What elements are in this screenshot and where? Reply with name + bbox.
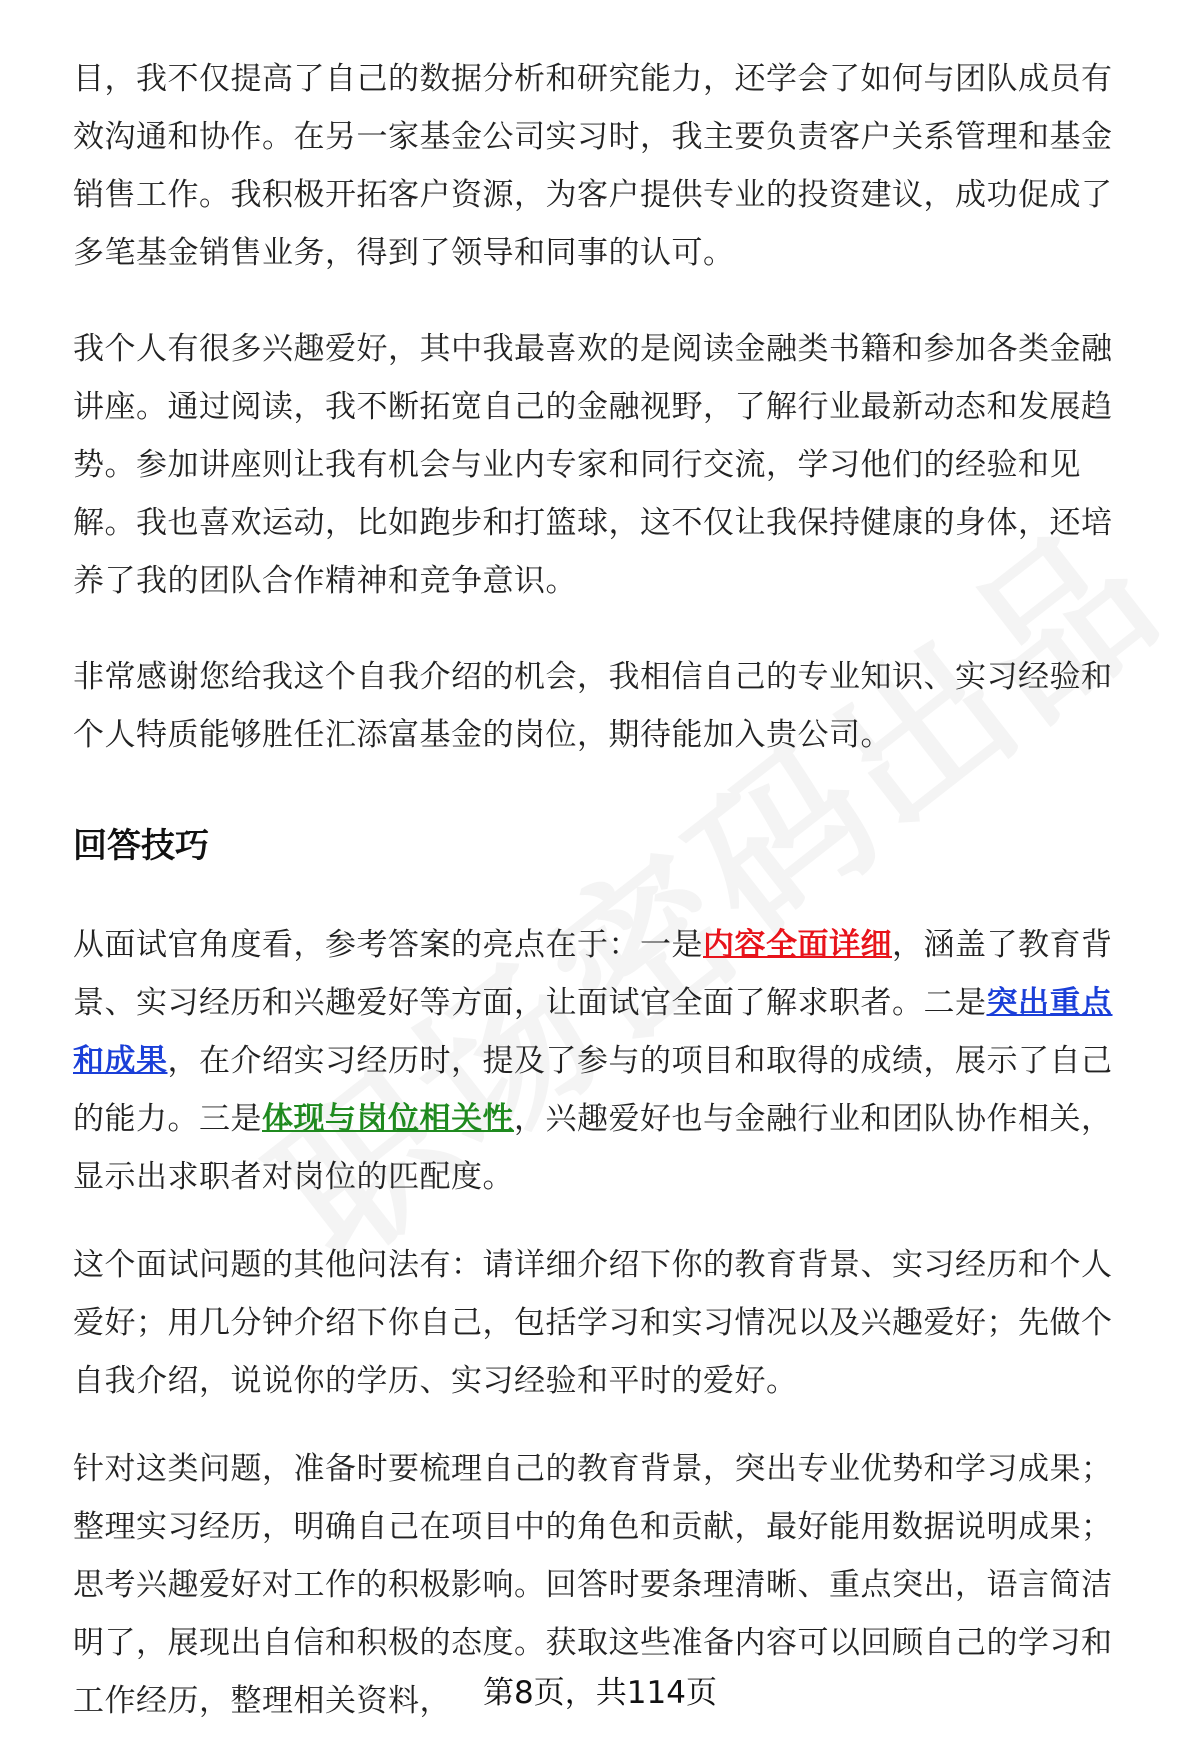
tips-text-1: ，涵盖了教育背景、实习经历和兴趣爱好等方面，让面试官全面了解求职者。二是 (73, 927, 1113, 1021)
highlight-comprehensive: 内容全面详细 (703, 927, 892, 963)
highlight-job-relevance: 体现与岗位相关性 (262, 1101, 514, 1137)
tips-text-3: ，兴趣爱好也与金融行业和团队协作相关，显示出求职者对岗位的匹配度。 (73, 1101, 1113, 1195)
highlight-key-results: 突出重点和成果 (73, 985, 1113, 1079)
paragraph-tips (73, 916, 1143, 1206)
paragraph-preparation-advice: 针对这类问题，准备时要梳理自己的教育背景，突出专业优势和学习成果；整理实习经历，明确自己在项目中的角色和贡献，最好能用数据说明成果；思考兴趣爱好对工作的积极影响。回答时要条理清晰、重点突出，语言简洁明了，展现出自信和积极的态度。获取这些准备内容可以回顾自己的学习和工作经历，整理相关资料， (73, 1451, 1113, 1719)
paragraph-closing: 非常感谢您给我这个自我介绍的机会，我相信自己的专业知识、实习经验和个人特质能够胜任汇添富基金的岗位，期待能加入贵公司。 (73, 659, 1113, 753)
section-title: 回答技巧 (73, 826, 209, 866)
paragraph-internship-continued: 目，我不仅提高了自己的数据分析和研究能力，还学会了如何与团队成员有效沟通和协作。在另一家基金公司实习时，我主要负责客户关系管理和基金销售工作。我积极开拓客户资源，为客户提供专业的投资建议，成功促成了多笔基金销售业务，得到了领导和同事的认可。 (73, 61, 1113, 271)
paragraph-alternative-questions: 这个面试问题的其他问法有：请详细介绍下你的教育背景、实习经历和个人爱好；用几分钟介绍下你自己，包括学习和实习情况以及兴趣爱好；先做个自我介绍，说说你的学历、实习经验和平时的爱好。 (73, 1247, 1113, 1399)
tips-text-2: ，在介绍实习经历时，提及了参与的项目和取得的成绩，展示了自己的能力。三是 (73, 1043, 1113, 1137)
document-page (73, 50, 1143, 1730)
page-number-footer: 第8页，共114页 (483, 1675, 717, 1711)
tips-intro-text: 从面试官角度看，参考答案的亮点在于：一是 (73, 927, 703, 963)
paragraph-hobbies: 我个人有很多兴趣爱好，其中我最喜欢的是阅读金融类书籍和参加各类金融讲座。通过阅读，我不断拓宽自己的金融视野，了解行业最新动态和发展趋势。参加讲座则让我有机会与业内专家和同行交流，学习他们的经验和见解。我也喜欢运动，比如跑步和打篮球，这不仅让我保持健康的身体，还培养了我的团队合作精神和竞争意识。 (73, 331, 1113, 599)
